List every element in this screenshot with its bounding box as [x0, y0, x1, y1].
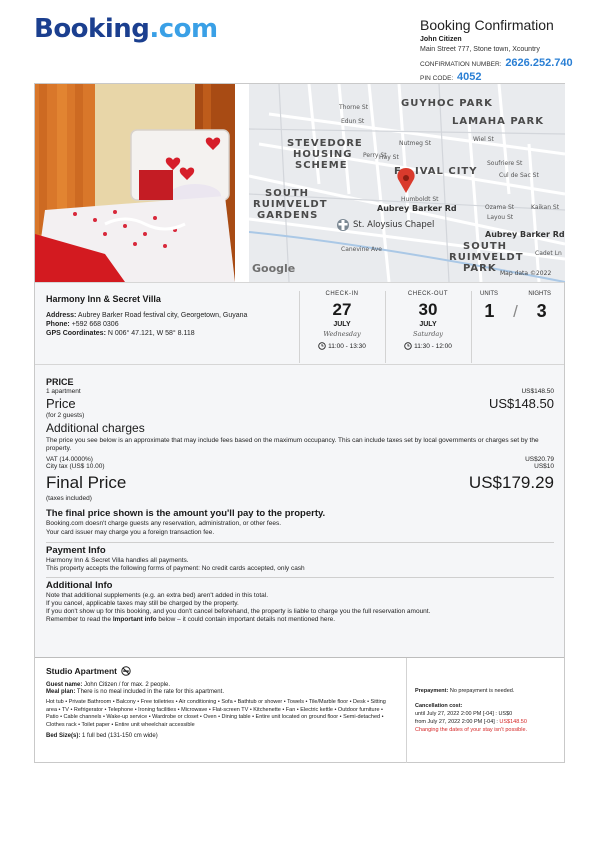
- guest-address: Main Street 777, Stone town, Xcountry: [420, 46, 540, 53]
- info-line-4: Remember to read the Important info below – it could contain important details not mentioned here.: [46, 616, 336, 623]
- apartment-row: 1 apartment US$148.50: [46, 388, 554, 395]
- price-heading: PRICE: [46, 377, 74, 387]
- guest-name: John Citizen: [420, 36, 462, 43]
- studio-apartment-section: [35, 658, 564, 763]
- map-street-nutmeg: Nutmeg St: [399, 140, 432, 147]
- clock-icon: [318, 342, 326, 350]
- map-street-cadet: Cadet Ln: [535, 250, 562, 257]
- pin-code: 4052: [457, 71, 482, 83]
- price-row: Price US$148.50: [46, 396, 554, 411]
- hotel-gps: GPS Coordinates: N 006° 47.121, W 58° 8.118: [46, 330, 195, 337]
- map-label-housing: HOUSING: [293, 149, 353, 160]
- final-price-note-title: The final price shown is the amount you'll pay to the property.: [46, 508, 326, 519]
- vat-row: VAT (14.0000%) US$20.79: [46, 456, 554, 463]
- map-poi-st-aloysius: St. Aloysius Chapel: [353, 220, 435, 230]
- map-street-cul-de-sac: Cul de Sac St: [499, 172, 539, 179]
- map-street-hay: Hay St: [379, 154, 399, 161]
- room-photo: [35, 84, 235, 282]
- map-label-festival-f: F: [394, 166, 402, 177]
- map-label-south-2: SOUTH: [463, 241, 508, 252]
- map-street-thorne: Thorne St: [339, 104, 369, 111]
- map-street-wiel: Wiel St: [473, 136, 494, 143]
- confirmation-header: [420, 17, 590, 84]
- booking-logo[interactable]: Booking.com: [34, 14, 218, 44]
- studio-meal-plan: Meal plan: There is no meal included in the rate for this apartment.: [46, 689, 224, 695]
- map-attribution: Map data ©2022: [500, 270, 552, 277]
- nights-count: 3: [536, 301, 547, 321]
- final-price-amount: US$179.29: [468, 473, 554, 492]
- check-in: CHECK-IN 27 JULY Wednesday 11:00 - 13:30: [299, 291, 385, 350]
- divider: [471, 291, 472, 363]
- payment-line-1: Harmony Inn & Secret Villa handles all payments.: [46, 557, 189, 564]
- units-nights: UNITS NIGHTS 1 / 3: [480, 291, 551, 321]
- map-label-stevedore: STEVEDORE: [287, 138, 363, 149]
- city-tax-row: City tax (US$ 10.00) US$10: [46, 463, 554, 470]
- cancellation-cost: Cancellation cost: until July 27, 2022 2:00 PM [-04] : US$0 from July 27, 2022 2:00 PM [-04] : US$148.50 Changing the dates of your stay isn't possible.: [415, 703, 528, 733]
- studio-facilities: Hot tub • Private Bathroom • Balcony • Free toiletries • Air conditioning • Sofa • Bathtub or shower • Towels • Tile/Marble floor • Desk • Sitting area • TV • Refrigerator • Telephone • Ironing facilities • Microwave • Flat-screen TV • Kitchenette • Fan • Electric kettle • Outdoor furniture • Patio • Cable channels • Wake-up service • Wardrobe or closet • Oven • Dining table • Entire unit located on ground floor • Semi-detached • Clothes rack • Toilet paper • Entire unit wheelchair accessible: [46, 699, 386, 728]
- map-road-aubrey-barker: Aubrey Barker Rd: [377, 204, 457, 213]
- studio-bed-size: Bed Size(s): 1 full bed (131-150 cm wide): [46, 733, 158, 740]
- map-label-ruimveldt-2: RUIMVELDT: [449, 252, 524, 263]
- price-section: [35, 365, 564, 657]
- map-street-layou: Layou St: [487, 214, 514, 221]
- info-line-2: If you cancel, applicable taxes may still be charged by the property.: [46, 600, 239, 607]
- info-line-3: If you don't show up for this booking, and you don't cancel beforehand, the property is liable to charge you the full reservation amount.: [46, 608, 431, 615]
- room-photo-image: [35, 84, 235, 282]
- units-count: 1: [484, 301, 495, 321]
- divider: [46, 577, 554, 578]
- hotel-info-band: [35, 282, 564, 365]
- map-road-aubrey-barker-2: Aubrey Barker Rd: [485, 230, 565, 239]
- check-out: CHECK-OUT 30 JULY Saturday 11:30 - 12:00: [385, 291, 471, 350]
- location-map[interactable]: [249, 84, 565, 282]
- map-label-lamaha-park: LAMAHA PARK: [452, 116, 544, 127]
- google-logo: Google: [252, 262, 296, 275]
- studio-policies: [406, 658, 564, 763]
- map-street-perry: Perry St: [363, 152, 387, 159]
- hotel-name: Harmony Inn & Secret Villa: [46, 294, 161, 304]
- no-smoking-icon: [121, 666, 131, 676]
- additional-charges-title: Additional charges: [46, 421, 145, 435]
- check-out-day: 30: [418, 300, 438, 319]
- prepayment: Prepayment: No prepayment is needed.: [415, 688, 515, 694]
- guests-note: (for 2 guests): [46, 412, 85, 419]
- check-in-day: 27: [332, 300, 352, 319]
- final-note-1: Booking.com doesn't charge guests any reservation, administration, or other fees.: [46, 520, 282, 527]
- map-street-ozama: Ozama St: [485, 204, 515, 211]
- divider: [46, 542, 554, 543]
- info-line-1: Note that additional supplements (e.g. an extra bed) aren't added in this total.: [46, 592, 269, 599]
- map-label-south: SOUTH: [265, 188, 310, 199]
- confirmation-title: Booking Confirmation: [420, 17, 554, 33]
- payment-info-title: Payment Info: [46, 545, 106, 556]
- studio-guest-name: Guest name: John Citizen / for max. 2 people.: [46, 682, 171, 688]
- map-label-scheme: SCHEME: [295, 160, 348, 171]
- additional-info-title: Additional Info: [46, 580, 113, 591]
- additional-charges-text: The price you see below is an approximate that may include fees based on the maximum occupancy. This can include taxes set by local governments or charges set by the property.: [46, 437, 539, 452]
- hotel-address: Address: Aubrey Barker Road festival city, Georgetown, Guyana: [46, 312, 248, 319]
- map-street-edun: Edun St: [341, 118, 365, 125]
- pin-code-row: PIN CODE: 4052: [420, 71, 482, 83]
- hotel-details: [46, 294, 296, 339]
- payment-line-2: This property accepts the following forms of payment: No credit cards accepted, only cash: [46, 565, 305, 572]
- final-note-2: Your card issuer may charge you a foreign transaction fee.: [46, 529, 215, 536]
- map-street-canevine: Canevine Ave: [341, 246, 382, 253]
- map-label-ruimveldt: RUIMVELDT: [253, 199, 328, 210]
- clock-icon: [404, 342, 412, 350]
- map-label-gardens: GARDENS: [257, 210, 319, 221]
- hotel-phone: Phone: +592 668 0306: [46, 321, 119, 328]
- final-price-row: Final Price US$179.29: [46, 473, 554, 492]
- map-label-festival-city: IVAL CITY: [415, 166, 478, 177]
- booking-card: [34, 83, 565, 763]
- price-amount: US$148.50: [488, 396, 554, 411]
- confirmation-number-row: CONFIRMATION NUMBER: 2626.252.740: [420, 57, 573, 69]
- map-street-kaikan: Kaikan St: [531, 204, 560, 211]
- taxes-note: (taxes included): [46, 495, 92, 502]
- map-street-humboldt: Humboldt St: [401, 196, 439, 203]
- map-label-guyhoc-park: GUYHOC PARK: [401, 98, 493, 109]
- map-label-park: PARK: [463, 263, 497, 274]
- map-street-soufriere: Soufriere St: [487, 160, 523, 167]
- date-change-warning: Changing the dates of your stay isn't possible.: [415, 727, 528, 733]
- confirmation-number: 2626.252.740: [505, 57, 573, 69]
- studio-title: Studio Apartment: [46, 666, 396, 676]
